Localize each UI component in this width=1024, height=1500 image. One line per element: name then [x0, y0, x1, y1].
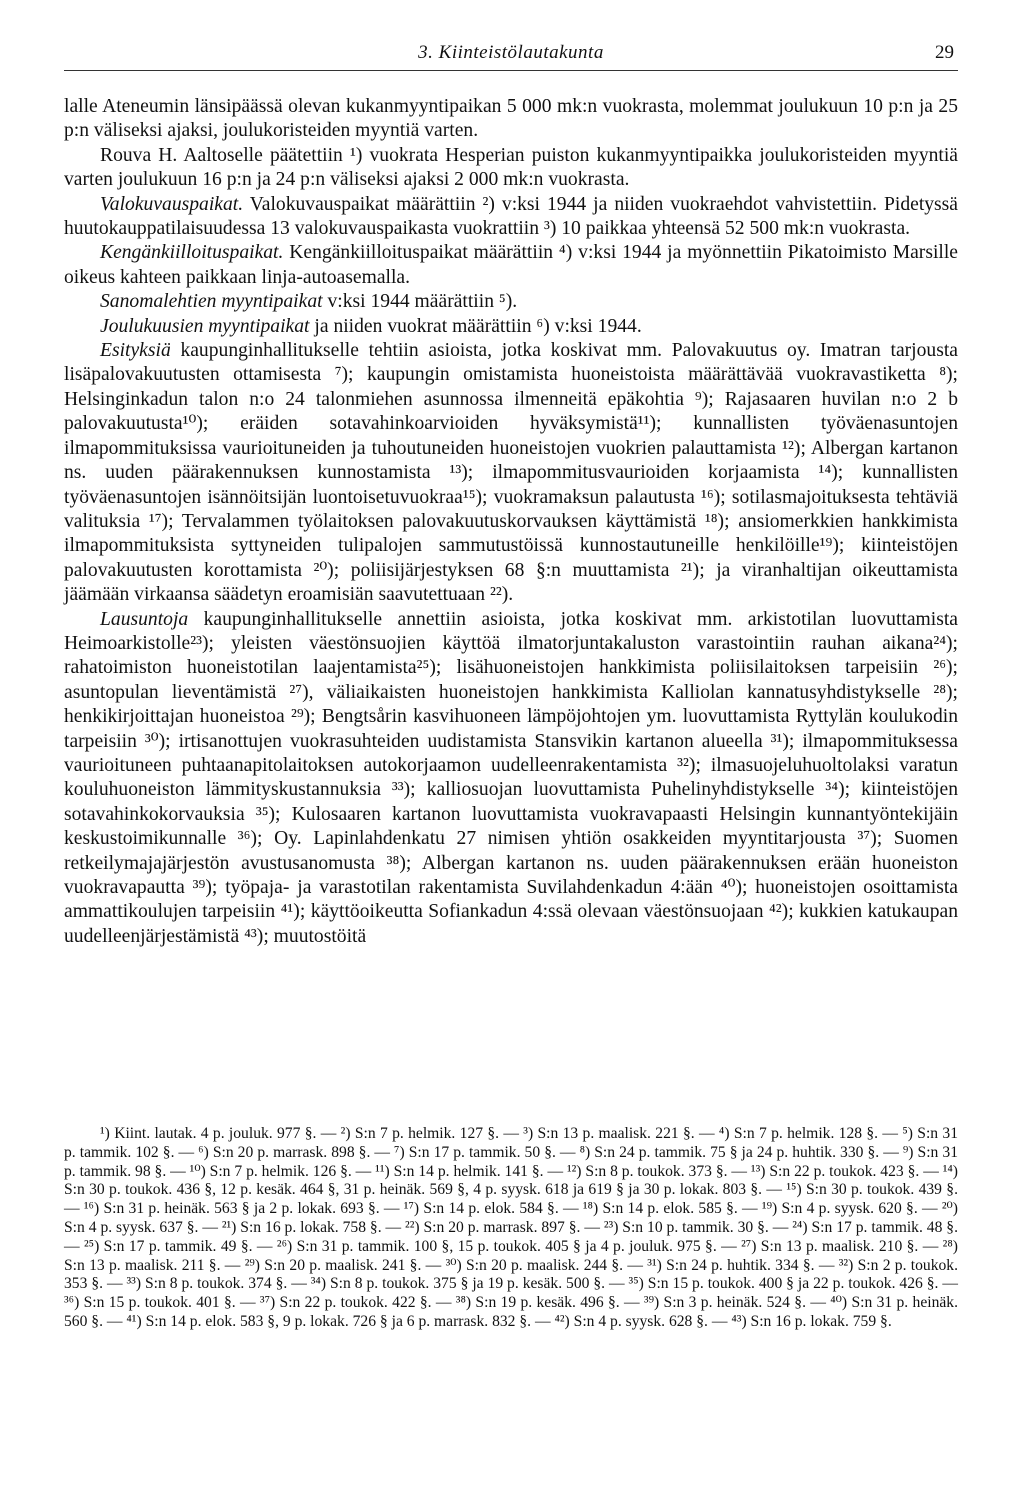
body-text	[64, 95, 958, 949]
paragraph-text: kaupunginhallitukselle tehtiin asioista, jotka koskivat mm. Palovakuutus oy. Imatran tarjousta lisäpalovakuutusten ottamisesta ⁷); kaupungin omistamista huoneistoista määrättävää vuokravastiketta ⁸); Helsinginkadun talon n:o 24 talonmiehen asunnossa ilmenneitä epäkohtia ⁹); Rajasaaren huvilan n:o 2 b palovakuutusta¹⁰); eräiden sotavahinkoarvioiden hyväksymistä¹¹); kunnallisten työväenasuntojen ilmapommituksissa vaurioituneiden ja tuhoutuneiden huoneistojen vuokrien palauttamista ¹²); Albergan kartanon ns. uuden päärakennuksen kunnostamista ¹³); ilmapommitusvaurioiden korjaamista ¹⁴); kunnallisten työväenasuntojen isännöitsijän luontoisetuvuokraa¹⁵); vuokramaksun palautusta ¹⁶); sotilasmajoituksesta tehtäviä valituksia ¹⁷); Tervalammen työlaitoksen palovakuutuskorvauksen käyttämistä ¹⁸); ansiomerkkien hankkimista ilmapommituksista syttyneiden tulipalojen sammutustöissä kunnostautuneille henkilöille¹⁹); kiinteistöjen palovakuutusten korottamista ²⁰); poliisijärjestyksen 68 §:n muuttamista ²¹); ja viranhaltijan oikeuttamista jäämään virkaansa säädetyn eroamisiän saavutettuaan ²²).	[64, 340, 958, 606]
paragraph-heading: Joulukuusien myyntipaikat	[100, 315, 310, 337]
paragraph-text: Rouva H. Aaltoselle päätettiin ¹) vuokrata Hesperian puiston kukanmyyntipaikka joulukoristeiden myyntiä varten joulukuun 16 p:n ja 24 p:n väliseksi ajaksi 2 000 mk:n vuokrasta.	[64, 144, 958, 191]
chapter-title: 3. Kiinteistölautakunta	[418, 42, 604, 63]
paragraph-text: v:ksi 1944 määrättiin ⁵).	[327, 291, 518, 313]
paragraph-heading: Kengänkiilloituspaikat.	[100, 242, 284, 264]
footnotes	[64, 1125, 958, 1332]
footnote-text: ¹) Kiint. lautak. 4 p. jouluk. 977 §. — ²) S:n 7 p. helmik. 127 §. — ³) S:n 13 p. maalisk. 221 §. — ⁴) S:n 7 p. helmik. 128 §. — ⁵) S:n 31 p. tammik. 102 §. — ⁶) S:n 20 p. marrask. 898 §. — ⁷) S:n 17 p. tammik. 50 §. — ⁸) S:n 24 p. tammik. 75 § ja 24 p. huhtik. 330 §. — ⁹) S:n 31 p. tammik. 98 §. — ¹⁰) S:n 7 p. helmik. 126 §. — ¹¹) S:n 14 p. helmik. 141 §. — ¹²) S:n 8 p. toukok. 373 §. — ¹³) S:n 22 p. toukok. 423 §. — ¹⁴) S:n 30 p. toukok. 436 §, 12 p. kesäk. 464 §, 31 p. heinäk. 569 §, 4 p. syysk. 618 ja 619 § ja 30 p. lokak. 803 §. — ¹⁵) S:n 30 p. toukok. 439 §. — ¹⁶) S:n 31 p. heinäk. 563 § ja 2 p. lokak. 693 §. — ¹⁷) S:n 14 p. elok. 584 §. — ¹⁸) S:n 14 p. elok. 585 §. — ¹⁹) S:n 4 p. syysk. 620 §. — ²⁰) S:n 4 p. syysk. 637 §. — ²¹) S:n 16 p. lokak. 758 §. — ²²) S:n 20 p. marrask. 897 §. — ²³) S:n 10 p. tammik. 30 §. — ²⁴) S:n 17 p. tammik. 48 §. — ²⁵) S:n 17 p. tammik. 49 §. — ²⁶) S:n 31 p. tammik. 100 §, 15 p. toukok. 405 § ja 4 p. jouluk. 975 §. — ²⁷) S:n 13 p. maalisk. 210 §. — ²⁸) S:n 13 p. maalisk. 211 §. — ²⁹) S:n 20 p. maalisk. 241 §. — ³⁰) S:n 20 p. maalisk. 244 §. — ³¹) S:n 24 p. huhtik. 334 §. — ³²) S:n 2 p. toukok. 353 §. — ³³) S:n 8 p. toukok. 374 §. — ³⁴) S:n 8 p. toukok. 375 § ja 19 p. kesäk. 500 §. — ³⁵) S:n 15 p. toukok. 400 § ja 22 p. toukok. 426 §. — ³⁶) S:n 15 p. toukok. 401 §. — ³⁷) S:n 22 p. toukok. 422 §. — ³⁸) S:n 19 p. kesäk. 496 §. — ³⁹) S:n 3 p. heinäk. 524 §. — ⁴⁰) S:n 31 p. heinäk. 560 §. — ⁴¹) S:n 14 p. elok. 583 §, 9 p. lokak. 726 § ja 6 p. marrask. 832 §. — ⁴²) S:n 4 p. syysk. 628 §. — ⁴³) S:n 16 p. lokak. 759 §.	[64, 1125, 958, 1330]
paragraph-text: Kengänkiilloituspaikat määrättiin ⁴) v:ksi 1944 ja myönnettiin Pikatoimisto Marsille oikeus kahteen paikkaan linja-autoasemalla.	[64, 242, 958, 288]
paragraph-heading: Valokuvauspaikat.	[100, 193, 244, 215]
paragraph-text: Valokuvauspaikat määrättiin ²) v:ksi 1944 ja niiden vuokraehdot vahvistettiin. Pidetyssä huutokauppatilaisuudessa 13 valokuvauspaikasta vuokrattiin ³) 10 paikkaa yhteensä 52 500 mk:n vuokrasta.	[64, 193, 959, 240]
paragraph-kengankiilloituspaikat	[64, 241, 958, 290]
page-number: 29	[935, 42, 954, 63]
running-header	[64, 42, 958, 71]
paragraph-sanomalehtien	[64, 290, 958, 314]
paragraph-text: kaupunginhallitukselle annettiin asioista, jotka koskivat mm. arkistotilan luovuttamista Heimoarkistolle²³); yleisten väestönsuojien käyttöä ilmatorjuntakaluston varastointiin rauhan aikana²⁴); rahatoimiston huoneistotilan laajentamista²⁵); lisähuoneistojen hankkimista poliisilaitoksen tarpeisiin ²⁶); asuntopulan lieventämistä ²⁷), väliaikaisten huoneistojen hankkimista Kalliolan kannatusyhdistykselle ²⁸); henkikirjoittajan huoneistoa ²⁹); Bengtsårin kasvihuoneen lämpöjohtojen ym. luovuttamista Ryttylän koulukodin tarpeisiin ³⁰); irtisanottujen vuokrasuhteiden uudistamista Stansvikin kartanon alueella ³¹); ilmapommituksessa vaurioituneen puhtaanapitolaitoksen autokorjaamon uudelleenrakentamista ³²); ilmasuojeluhuoltolaksi varatun kouluhuoneiston lämmityskustannuksia ³³); kalliosuojan luovuttamista Puhelinyhdistykselle ³⁴); kiinteistöjen sotavahinkokorvauksia ³⁵); Kulosaaren kartanon luovuttamista vuokravapaasti Helsingin kunnantyöntekijäin keskustoimikunnalle ³⁶); Oy. Lapinlahdenkatu 27 nimisen yhtiön osakkeiden myyntitarjousta ³⁷); Suomen retkeilymajajärjestön avustusanomusta ³⁸); Albergan kartanon ns. uuden päärakennuksen erään huoneiston vuokravapautta ³⁹); työpaja- ja varastotilan rakentamista Suvilahdenkadun 4:ään ⁴⁰); huoneistojen osoittamista ammattikoulujen tarpeisiin ⁴¹); käyttöoikeutta Sofiankadun 4:ssä olevaan väestönsuojaan ⁴²); kukkien katukaupan uudelleenjärjestämistä ⁴³); muutostöitä	[64, 608, 958, 947]
paragraph-heading: Esityksiä	[100, 340, 171, 362]
paragraph-heading: Sanomalehtien myyntipaikat	[100, 291, 323, 313]
paragraph-lausuntoja	[64, 608, 958, 950]
paragraph-joulukuusien	[64, 315, 958, 339]
paragraph-text: lalle Ateneumin länsipäässä olevan kukanmyyntipaikan 5 000 mk:n vuokrasta, molemmat joulukuun 10 p:n ja 25 p:n väliseksi ajaksi, joulukoristeiden myyntiä varten.	[64, 96, 958, 142]
paragraph-heading: Lausuntoja	[100, 608, 189, 630]
paragraph-aaltonen	[64, 144, 958, 193]
paragraph-text: ja niiden vuokrat määrättiin ⁶) v:ksi 1944.	[314, 315, 642, 337]
paragraph-continuation	[64, 95, 958, 144]
paragraph-esityksia	[64, 339, 958, 607]
paragraph-valokuvauspaikat	[64, 193, 958, 242]
